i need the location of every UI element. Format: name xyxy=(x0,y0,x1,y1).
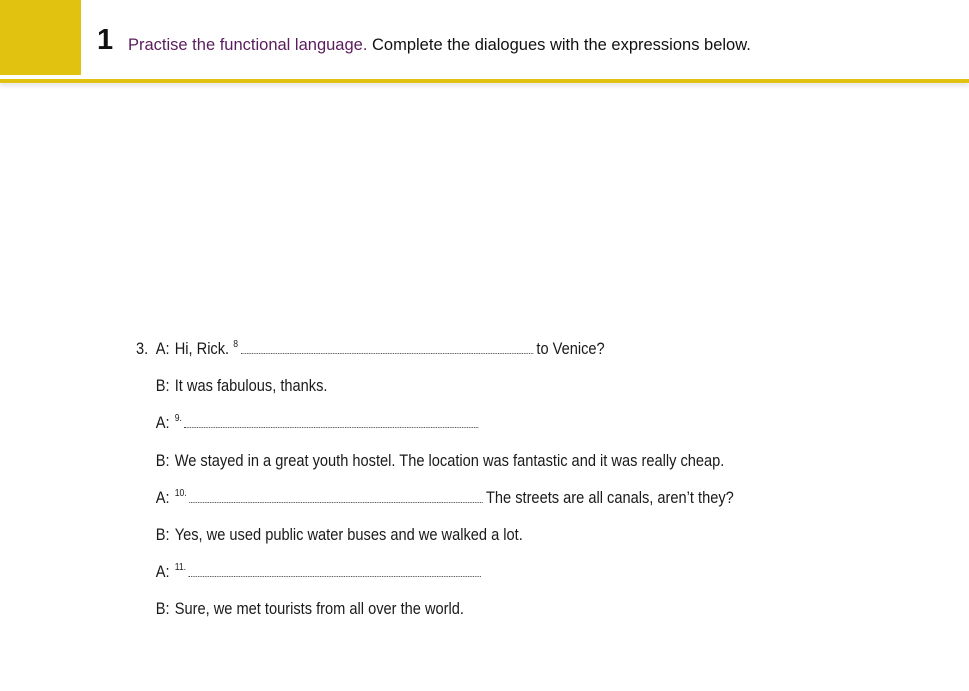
speaker-label: B: xyxy=(155,525,170,544)
speaker-label: B: xyxy=(155,376,170,395)
answer-gap-8[interactable] xyxy=(241,339,533,354)
line-text: Hi, Rick. xyxy=(174,339,230,358)
gap-number: 9. xyxy=(174,413,182,424)
answer-gap-10[interactable] xyxy=(189,488,482,503)
exercise-header xyxy=(0,0,969,80)
line-text: The streets are all canals, aren’t they? xyxy=(485,488,734,507)
speaker-label: A: xyxy=(155,413,170,432)
line-text: We stayed in a great youth hostel. The location was fantastic and it was really cheap. xyxy=(174,451,725,470)
gap-number: 8 xyxy=(233,339,238,350)
instruction-highlight: Practise the functional language. xyxy=(128,36,368,54)
line-text: It was fabulous, thanks. xyxy=(174,376,328,395)
line-text: to Venice? xyxy=(536,339,605,358)
gap-number: 11. xyxy=(174,562,187,573)
answer-gap-9[interactable] xyxy=(184,413,478,428)
gap-number: 10. xyxy=(174,488,187,499)
instruction-text: Complete the dialogues with the expressions below. xyxy=(367,36,751,54)
line-content xyxy=(175,337,605,364)
line-text: Yes, we used public water buses and we walked a lot. xyxy=(174,525,523,544)
line-content xyxy=(175,486,734,513)
speaker-label: B: xyxy=(155,599,170,618)
speaker-label: A: xyxy=(155,488,170,507)
header-accent-block xyxy=(0,0,81,75)
speaker-label: A: xyxy=(155,562,170,581)
line-text: Sure, we met tourists from all over the world. xyxy=(174,599,464,618)
dialogue-number: 3. xyxy=(136,339,149,358)
speaker-label: B: xyxy=(155,451,170,470)
line-content xyxy=(175,560,485,587)
speaker-label: A: xyxy=(155,339,170,358)
header-divider xyxy=(0,79,969,83)
answer-gap-11[interactable] xyxy=(189,562,481,577)
exercise-number: 1 xyxy=(97,24,114,56)
exercise-instruction xyxy=(128,35,751,55)
line-content xyxy=(175,411,482,438)
